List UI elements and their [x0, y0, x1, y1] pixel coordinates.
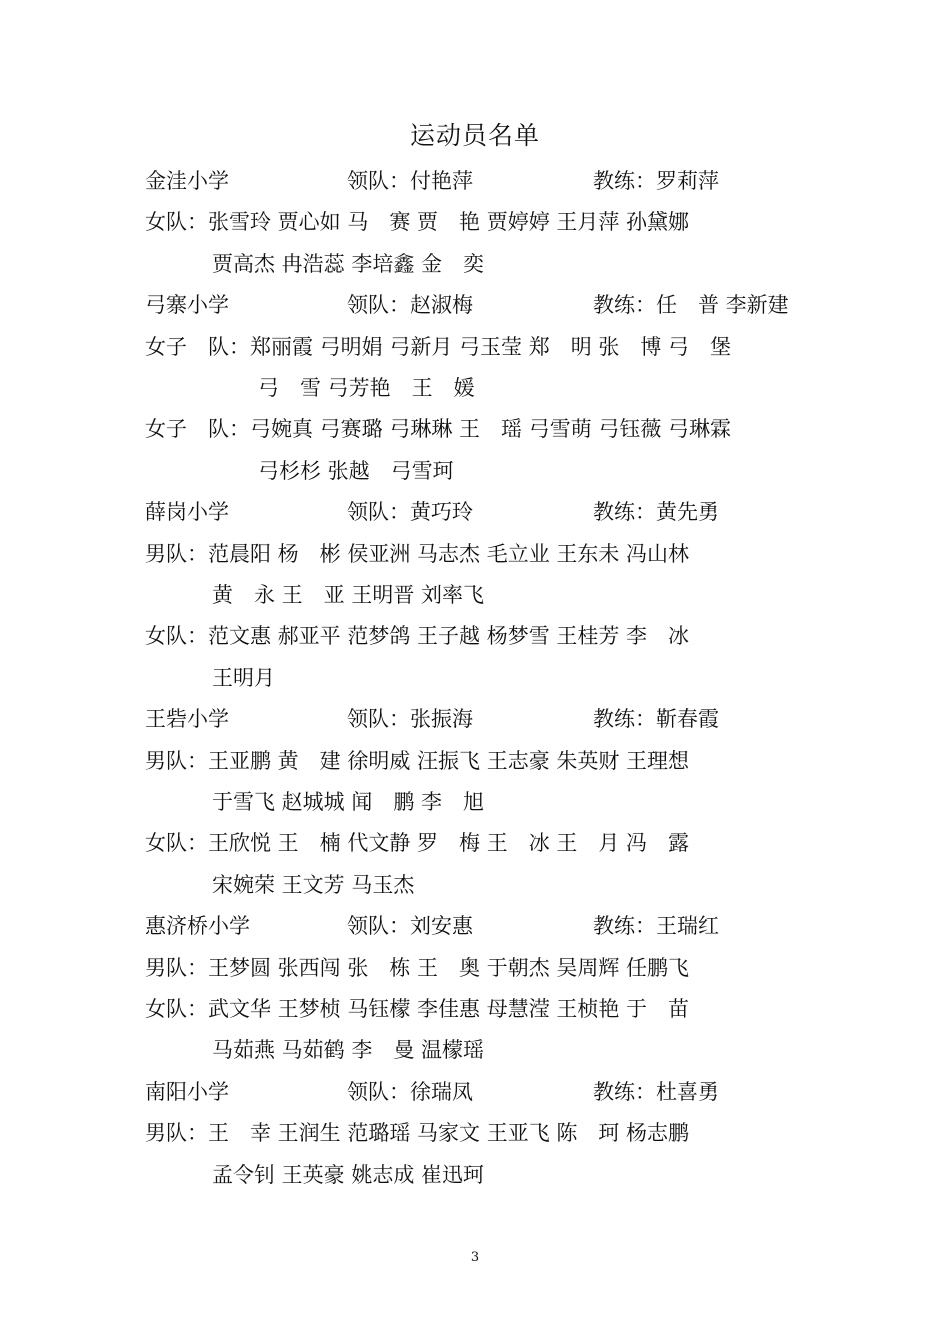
athlete-names: 郑丽霞 弓明娟 弓新月 弓玉莹 郑 明 张 博 弓 堡	[250, 335, 732, 359]
team-label: 女队：	[145, 997, 208, 1021]
school-name: 王砦小学	[145, 707, 229, 731]
team-coach: 教练：罗莉萍	[593, 169, 719, 193]
athlete-names: 王欣悦 王 楠 代文静 罗 梅 王 冰 王 月 冯 露	[208, 831, 690, 855]
athlete-names-continued	[212, 1160, 852, 1190]
team-label: 女子 队：	[145, 335, 250, 359]
team-row	[145, 1118, 865, 1148]
athlete-names: 黄 永 王 亚 王明晋 刘率飞	[212, 583, 485, 607]
athlete-names: 弓 雪 弓芳艳 王 媛	[258, 376, 475, 400]
athlete-names: 贾高杰 冉浩蕊 李培鑫 金 奕	[212, 252, 485, 276]
school-header-row	[145, 704, 865, 734]
team-label: 男队：	[145, 542, 208, 566]
athlete-names: 王梦圆 张西闯 张 栋 王 奥 于朝杰 吴周辉 任鹏飞	[208, 956, 690, 980]
athlete-names: 于雪飞 赵城城 闻 鹏 李 旭	[212, 790, 485, 814]
team-label: 女队：	[145, 210, 208, 234]
team-coach: 教练：任 普 李新建	[593, 293, 789, 317]
team-row	[145, 828, 865, 858]
school-header-row	[145, 166, 865, 196]
team-row	[145, 332, 865, 362]
team-label: 男队：	[145, 956, 208, 980]
athlete-names: 弓杉杉 张越 弓雪珂	[258, 459, 454, 483]
page-number: 3	[470, 1250, 480, 1265]
athlete-names-continued	[212, 870, 852, 900]
team-coach: 教练：黄先勇	[593, 500, 719, 524]
page-title: 运动员名单	[409, 121, 540, 150]
team-row	[145, 414, 865, 444]
team-coach: 教练：王瑞红	[593, 914, 719, 938]
athlete-names: 王明月	[212, 666, 275, 690]
school-header-row	[145, 497, 865, 527]
athlete-names: 弓婉真 弓赛璐 弓琳琳 王 瑶 弓雪萌 弓钰薇 弓琳霖	[250, 417, 732, 441]
team-leader: 领队：徐瑞凤	[347, 1080, 473, 1104]
team-label: 女子 队：	[145, 417, 250, 441]
athlete-names: 武文华 王梦桢 马钰檬 李佳惠 母慧滢 王桢艳 于 苗	[208, 997, 690, 1021]
team-row	[145, 994, 865, 1024]
school-header-row	[145, 290, 865, 320]
school-name: 金洼小学	[145, 169, 229, 193]
team-leader: 领队：付艳萍	[347, 169, 473, 193]
school-name: 弓寨小学	[145, 293, 229, 317]
athlete-names: 范文惠 郝亚平 范梦鸽 王子越 杨梦雪 王桂芳 李 冰	[208, 624, 690, 648]
school-name: 惠济桥小学	[145, 914, 250, 938]
athlete-names: 范晨阳 杨 彬 侯亚洲 马志杰 毛立业 王东未 冯山林	[208, 542, 690, 566]
athlete-names-continued	[258, 373, 898, 403]
team-leader: 领队：黄巧玲	[347, 500, 473, 524]
team-label: 男队：	[145, 1121, 208, 1145]
athlete-names: 张雪玲 贾心如 马 赛 贾 艳 贾婷婷 王月萍 孙黛娜	[208, 210, 690, 234]
team-coach: 教练：靳春霞	[593, 707, 719, 731]
school-header-row	[145, 1077, 865, 1107]
team-row	[145, 207, 865, 237]
team-row	[145, 746, 865, 776]
team-row	[145, 621, 865, 651]
team-leader: 领队：张振海	[347, 707, 473, 731]
team-coach: 教练：杜喜勇	[593, 1080, 719, 1104]
school-header-row	[145, 911, 865, 941]
team-row	[145, 539, 865, 569]
athlete-names: 宋婉荣 王文芳 马玉杰	[212, 873, 415, 897]
athlete-names: 王亚鹏 黄 建 徐明威 汪振飞 王志豪 朱英财 王理想	[208, 749, 690, 773]
athlete-names-continued	[258, 456, 898, 486]
athlete-names-continued	[212, 580, 852, 610]
athlete-names-continued	[212, 787, 852, 817]
school-name: 南阳小学	[145, 1080, 229, 1104]
athlete-names-continued	[212, 1035, 852, 1065]
team-label: 女队：	[145, 831, 208, 855]
team-leader: 领队：赵淑梅	[347, 293, 473, 317]
team-leader: 领队：刘安惠	[347, 914, 473, 938]
team-label: 女队：	[145, 624, 208, 648]
athlete-names: 马茹燕 马茹鹤 李 曼 温檬瑶	[212, 1038, 485, 1062]
athlete-names: 孟令钊 王英豪 姚志成 崔迅珂	[212, 1163, 485, 1187]
school-name: 薛岗小学	[145, 500, 229, 524]
athlete-names-continued	[212, 249, 852, 279]
athlete-names-continued	[212, 663, 852, 693]
team-label: 男队：	[145, 749, 208, 773]
athlete-names: 王 幸 王润生 范璐瑶 马家文 王亚飞 陈 珂 杨志鹏	[208, 1121, 690, 1145]
team-row	[145, 953, 865, 983]
